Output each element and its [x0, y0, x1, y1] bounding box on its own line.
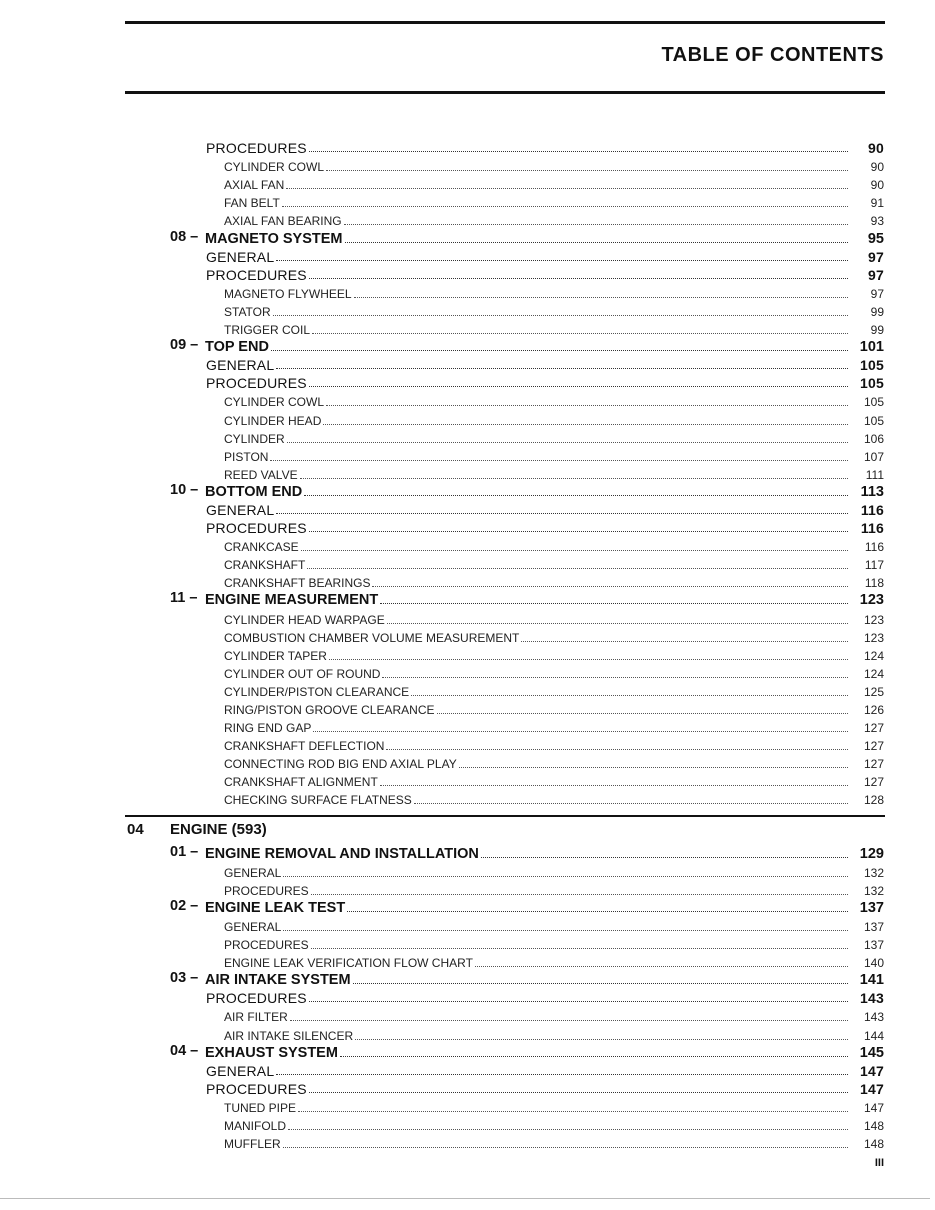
title-rule [125, 91, 885, 94]
dot-leader [521, 637, 848, 642]
dot-leader [459, 763, 848, 768]
toc-entry-title: TRIGGER COIL [224, 323, 311, 338]
toc-page-number: 117 [864, 558, 884, 573]
toc-item-entry[interactable] [0, 862, 935, 880]
toc-page-number: 105 [863, 395, 884, 410]
toc-entry-title: CYLINDER HEAD [224, 413, 322, 428]
toc-item-entry[interactable] [0, 572, 935, 590]
toc-page-number: 118 [864, 576, 884, 591]
toc-item-entry[interactable] [0, 1097, 935, 1115]
toc-page-number: 116 [860, 501, 884, 518]
toc-item-entry[interactable] [0, 771, 935, 789]
toc-entry-title: PROCEDURES [206, 990, 307, 1007]
toc-page-number: 137 [859, 899, 884, 916]
toc-page-number: 127 [863, 739, 884, 754]
toc-page-number: 132 [863, 865, 884, 880]
toc-item-entry[interactable] [0, 608, 935, 626]
toc-item-entry[interactable] [0, 391, 935, 409]
dot-leader [380, 599, 848, 604]
toc-entry-title: AXIAL FAN BEARING [224, 214, 342, 229]
toc-page-number: 147 [860, 1062, 884, 1079]
toc-entry-title: MAGNETO FLYWHEEL [224, 286, 352, 301]
toc-item-entry[interactable] [0, 627, 935, 645]
toc-item-entry[interactable] [0, 717, 935, 735]
toc-page-number: 101 [859, 339, 884, 356]
dot-leader [312, 329, 848, 334]
toc-item-entry[interactable] [0, 536, 935, 554]
dot-leader [276, 364, 848, 369]
toc-entry-title: MANIFOLD [224, 1118, 287, 1133]
dot-leader [313, 727, 848, 732]
dot-leader [345, 238, 849, 243]
toc-entry-title: GENERAL [206, 1062, 275, 1079]
toc-page-number: 97 [870, 286, 884, 301]
toc-chapter-entry[interactable] [0, 970, 935, 988]
dot-leader [309, 1088, 848, 1093]
part-title: ENGINE (593) [170, 821, 267, 839]
toc-page-number: 127 [863, 757, 884, 772]
toc-entry-title: PROCEDURES [206, 140, 307, 157]
toc-page-number: 124 [863, 666, 884, 681]
toc-section-entry[interactable] [0, 500, 935, 518]
toc-page-number: 147 [863, 1100, 884, 1115]
toc-entry-title: CHECKING SURFACE FLATNESS [224, 793, 412, 808]
toc-item-entry[interactable] [0, 735, 935, 753]
page-title: TABLE OF CONTENTS [661, 44, 884, 66]
toc-page-number: 137 [863, 919, 884, 934]
page-number: III [874, 1157, 884, 1169]
toc-entry-title: ENGINE REMOVAL AND INSTALLATION [205, 845, 479, 862]
dot-leader [344, 220, 848, 225]
toc-page-number: 147 [860, 1080, 884, 1097]
toc-entry-title: PROCEDURES [206, 375, 307, 392]
toc-entry-title: RING/PISTON GROOVE CLEARANCE [224, 703, 435, 717]
toc-chapter-entry[interactable] [0, 1043, 935, 1061]
chapter-number: 01 – [170, 843, 199, 860]
dot-leader [270, 456, 848, 461]
toc-item-entry[interactable] [0, 192, 935, 210]
toc-entry-title: ENGINE LEAK VERIFICATION FLOW CHART [224, 956, 473, 971]
toc-page-number: 127 [863, 721, 884, 736]
toc-entry-title: ENGINE MEASUREMENT [205, 592, 379, 609]
dot-leader [276, 509, 848, 514]
toc-entry-title: CYLINDER TAPER [224, 648, 327, 663]
toc-page-number: 99 [870, 323, 884, 338]
toc-entry-title: AXIAL FAN [224, 178, 285, 193]
dot-leader [283, 872, 848, 877]
dot-leader [382, 673, 848, 678]
toc-section-entry[interactable] [0, 1061, 935, 1079]
dot-leader [304, 491, 848, 496]
toc-entry-title: AIR INTAKE SYSTEM [205, 972, 351, 989]
toc-item-entry[interactable] [0, 301, 935, 319]
toc-item-entry[interactable] [0, 319, 935, 337]
dot-leader [276, 1070, 848, 1075]
toc-page-number: 123 [863, 612, 884, 627]
chapter-number: 04 – [170, 1042, 199, 1059]
toc-page-number: 143 [863, 1010, 884, 1025]
toc-page-number: 97 [868, 266, 884, 283]
dot-leader [353, 979, 848, 984]
chapter-number: 10 – [170, 481, 199, 498]
toc-entry-title: TOP END [205, 339, 269, 356]
toc-item-entry[interactable] [0, 174, 935, 192]
table-of-contents [0, 138, 935, 1151]
toc-page-number: 105 [863, 413, 884, 428]
dot-leader [387, 619, 848, 624]
dot-leader [273, 311, 848, 316]
dot-leader [354, 293, 848, 298]
dot-leader [309, 382, 848, 387]
toc-section-entry[interactable] [0, 247, 935, 265]
toc-entry-title: GENERAL [206, 248, 275, 265]
bottom-edge-line [0, 1198, 930, 1199]
toc-page-number: 144 [863, 1028, 884, 1043]
toc-page-number: 123 [863, 630, 884, 645]
toc-page-number: 148 [863, 1118, 884, 1133]
toc-page-number: 105 [860, 375, 884, 392]
toc-page-number: 91 [870, 196, 884, 211]
toc-chapter-entry[interactable] [0, 898, 935, 916]
toc-item-entry[interactable] [0, 645, 935, 663]
dot-leader [355, 1035, 848, 1040]
chapter-number: 08 – [170, 228, 199, 245]
toc-entry-title: BOTTOM END [205, 483, 303, 500]
dot-leader [323, 420, 848, 425]
toc-page-number: 124 [863, 648, 884, 663]
dot-leader [283, 1143, 848, 1148]
dot-leader [288, 1125, 848, 1130]
toc-section-entry[interactable] [0, 1079, 935, 1097]
toc-item-entry[interactable] [0, 1115, 935, 1133]
toc-page-number: 145 [859, 1044, 884, 1061]
dot-leader [276, 256, 848, 261]
dot-leader [271, 346, 848, 351]
toc-page-number: 116 [860, 520, 884, 537]
toc-item-entry[interactable] [0, 934, 935, 952]
toc-item-entry[interactable] [0, 880, 935, 898]
dot-leader [386, 745, 848, 750]
dot-leader [309, 527, 848, 532]
toc-page-number: 143 [860, 990, 884, 1007]
toc-page-number: 95 [867, 230, 884, 247]
toc-item-entry[interactable] [0, 699, 935, 717]
toc-item-entry[interactable] [0, 1006, 935, 1024]
dot-leader [286, 184, 848, 189]
toc-entry-title: CYLINDER COWL [224, 160, 325, 175]
dot-leader [311, 890, 848, 895]
toc-entry-title: COMBUSTION CHAMBER VOLUME MEASUREMENT [224, 630, 520, 645]
toc-item-entry[interactable] [0, 753, 935, 771]
toc-page-number: 126 [863, 703, 884, 717]
dot-leader [311, 944, 848, 949]
toc-page-number: 107 [863, 449, 884, 464]
chapter-number: 09 – [170, 337, 199, 354]
toc-entry-title: CRANKSHAFT DEFLECTION [224, 739, 385, 754]
toc-page-number: 99 [870, 304, 884, 319]
toc-entry-title: GENERAL [224, 865, 282, 880]
toc-entry-title: CYLINDER OUT OF ROUND [224, 666, 381, 681]
dot-leader [329, 655, 848, 660]
dot-leader [347, 907, 848, 912]
toc-entry-title: CRANKSHAFT BEARINGS [224, 576, 371, 591]
toc-entry-title: ENGINE LEAK TEST [205, 899, 346, 916]
toc-page-number: 111 [865, 467, 884, 482]
toc-entry-title: CONNECTING ROD BIG END AXIAL PLAY [224, 757, 457, 772]
toc-page-number: 132 [863, 883, 884, 898]
toc-entry-title: CYLINDER/PISTON CLEARANCE [224, 684, 410, 699]
toc-page-number: 93 [870, 214, 884, 229]
dot-leader [300, 474, 848, 479]
dot-leader [340, 1052, 848, 1057]
toc-chapter-entry[interactable] [0, 228, 935, 246]
toc-page-number: 148 [863, 1137, 884, 1152]
toc-page-number: 137 [863, 938, 884, 953]
toc-entry-title: PROCEDURES [206, 520, 307, 537]
toc-page-number: 127 [863, 775, 884, 790]
dot-leader [380, 781, 848, 786]
toc-entry-title: CRANKSHAFT [224, 558, 306, 573]
part-heading [125, 815, 885, 843]
toc-page-number: 90 [870, 160, 884, 175]
toc-page-number: 128 [863, 793, 884, 808]
dot-leader [481, 853, 848, 858]
chapter-number: 02 – [170, 897, 199, 914]
toc-page-number: 141 [859, 972, 884, 989]
toc-item-entry[interactable] [0, 789, 935, 807]
top-rule [125, 21, 885, 24]
dot-leader [283, 926, 848, 931]
toc-entry-title: GENERAL [206, 501, 275, 518]
toc-entry-title: GENERAL [206, 357, 275, 374]
toc-item-entry[interactable] [0, 554, 935, 572]
toc-chapter-entry[interactable] [0, 337, 935, 355]
toc-section-entry[interactable] [0, 518, 935, 536]
toc-entry-title: MAGNETO SYSTEM [205, 230, 343, 247]
dot-leader [326, 401, 848, 406]
dot-leader [309, 274, 848, 279]
toc-item-entry[interactable] [0, 916, 935, 934]
toc-entry-title: CYLINDER [224, 431, 285, 446]
toc-item-entry[interactable] [0, 210, 935, 228]
toc-chapter-entry[interactable] [0, 843, 935, 861]
toc-page-number: 129 [859, 845, 884, 862]
dot-leader [437, 709, 849, 714]
toc-item-entry[interactable] [0, 409, 935, 427]
toc-entry-title: FAN BELT [224, 196, 280, 211]
dot-leader [475, 962, 848, 967]
toc-entry-title: PROCEDURES [224, 938, 309, 953]
toc-entry-title: EXHAUST SYSTEM [205, 1044, 338, 1061]
toc-page-number: 123 [859, 592, 884, 609]
chapter-number: 11 – [170, 590, 198, 607]
toc-page-number: 90 [868, 140, 884, 157]
toc-page-number: 116 [864, 540, 884, 555]
toc-entry-title: PISTON [224, 449, 269, 464]
toc-entry-title: CYLINDER COWL [224, 395, 325, 410]
toc-entry-title: CRANKSHAFT ALIGNMENT [224, 775, 378, 790]
toc-page-number: 113 [860, 483, 884, 500]
dot-leader [411, 691, 848, 696]
toc-page-number: 90 [870, 178, 884, 193]
toc-chapter-entry[interactable] [0, 482, 935, 500]
toc-entry-title: PROCEDURES [206, 1080, 307, 1097]
toc-page-number: 125 [863, 684, 884, 699]
toc-entry-title: CYLINDER HEAD WARPAGE [224, 612, 385, 627]
toc-section-entry[interactable] [0, 988, 935, 1006]
toc-item-entry[interactable] [0, 446, 935, 464]
toc-chapter-entry[interactable] [0, 590, 935, 608]
dot-leader [290, 1016, 848, 1021]
toc-item-entry[interactable] [0, 156, 935, 174]
toc-item-entry[interactable] [0, 1024, 935, 1042]
dot-leader [298, 1107, 848, 1112]
toc-entry-title: TUNED PIPE [224, 1100, 297, 1115]
dot-leader [414, 799, 848, 804]
toc-entry-title: CRANKCASE [224, 540, 299, 555]
toc-page-number: 105 [860, 357, 884, 374]
toc-item-entry[interactable] [0, 283, 935, 301]
dot-leader [301, 546, 848, 551]
dot-leader [287, 438, 848, 443]
toc-entry-title: RING END GAP [224, 721, 312, 736]
dot-leader [309, 997, 848, 1002]
toc-item-entry[interactable] [0, 428, 935, 446]
toc-page-number: 140 [863, 956, 884, 971]
toc-item-entry[interactable] [0, 681, 935, 699]
dot-leader [372, 582, 848, 587]
toc-item-entry[interactable] [0, 952, 935, 970]
chapter-number: 03 – [170, 970, 199, 987]
toc-entry-title: PROCEDURES [224, 883, 309, 898]
toc-section-entry[interactable] [0, 265, 935, 283]
dot-leader [309, 147, 848, 152]
toc-section-entry[interactable] [0, 355, 935, 373]
toc-entry-title: PROCEDURES [206, 266, 307, 283]
toc-page-number: 97 [868, 248, 884, 265]
dot-leader [326, 166, 848, 171]
dot-leader [282, 202, 848, 207]
part-number: 04 [127, 821, 144, 839]
toc-entry-title: MUFFLER [224, 1137, 281, 1152]
toc-entry-title: AIR FILTER [224, 1010, 288, 1025]
toc-item-entry[interactable] [0, 1133, 935, 1151]
toc-entry-title: GENERAL [224, 919, 282, 934]
toc-item-entry[interactable] [0, 464, 935, 482]
toc-page-number: 106 [863, 431, 884, 446]
toc-entry-title: STATOR [224, 304, 271, 319]
dot-leader [307, 564, 848, 569]
toc-entry-title: REED VALVE [224, 467, 298, 482]
toc-entry-title: AIR INTAKE SILENCER [224, 1028, 354, 1043]
toc-section-entry[interactable] [0, 138, 935, 156]
toc-item-entry[interactable] [0, 663, 935, 681]
toc-section-entry[interactable] [0, 373, 935, 391]
